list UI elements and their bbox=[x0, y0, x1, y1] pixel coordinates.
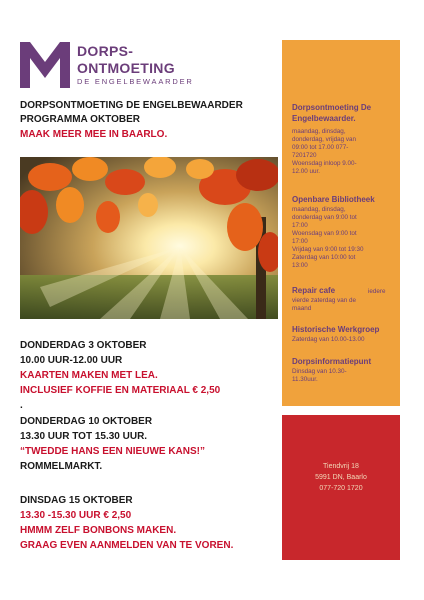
event-line: “TWEDDE HANS EEN NIEUWE KANS!” bbox=[20, 446, 206, 457]
address-city: 5991 DN, Baarlo bbox=[315, 474, 367, 481]
header-tagline: MAAK MEER MEE IN BAARLO. bbox=[20, 129, 168, 140]
autumn-photo bbox=[20, 157, 278, 319]
sidebar-text: 7201720 bbox=[292, 152, 317, 159]
autumn-leaves-sun-photo-icon bbox=[20, 157, 278, 319]
header-subtitle: PROGRAMMA OKTOBER bbox=[20, 114, 140, 125]
sidebar-text: 17:00 bbox=[292, 222, 308, 229]
sidebar-title-bibliotheek: Openbare Bibliotheek bbox=[292, 195, 375, 204]
sidebar-text: 11.30uur. bbox=[292, 376, 318, 383]
sidebar-text: Vrijdag van 9:00 tot 19:30 bbox=[292, 246, 364, 253]
event-line: ROMMELMARKT. bbox=[20, 461, 103, 472]
event-line: GRAAG EVEN AANMELDEN VAN TE VOREN. bbox=[20, 540, 234, 551]
event-time: 10.00 UUR-12.00 UUR bbox=[20, 355, 123, 366]
event-line: INCLUSIEF KOFFIE EN MATERIAAL € 2,50 bbox=[20, 385, 221, 396]
event-date: DINSDAG 15 OKTOBER bbox=[20, 495, 133, 506]
sidebar-text: iedere bbox=[368, 288, 386, 295]
sidebar-text: Dinsdag van 10.30- bbox=[292, 368, 347, 375]
event-date: DONDERDAG 3 OKTOBER bbox=[20, 340, 147, 351]
sidebar-text: Zaterdag van 10:00 tot bbox=[292, 254, 356, 261]
event-line: KAARTEN MAKEN MET LEA. bbox=[20, 370, 158, 381]
sidebar-text: donderdag van 9:00 tot bbox=[292, 214, 357, 221]
sidebar-text: vierde zaterdag van de bbox=[292, 297, 357, 304]
logo-line-1: DORPS- bbox=[77, 43, 134, 59]
sidebar-text: 12.00 uur. bbox=[292, 168, 321, 175]
sidebar-text: 09:00 tot 17.00 077- bbox=[292, 144, 349, 151]
event-time: 13.30 UUR TOT 15.30 UUR. bbox=[20, 431, 148, 442]
sidebar-text: maand bbox=[292, 305, 312, 312]
sidebar-text: 13:00 bbox=[292, 262, 308, 269]
sidebar-text: Woensdag inloop 9.00- bbox=[292, 160, 357, 167]
sidebar-title-historische-werkgroep: Historische Werkgroep bbox=[292, 325, 380, 334]
logo-m-icon bbox=[20, 40, 70, 88]
address-street: Tiendvrij 18 bbox=[323, 463, 359, 470]
event-line: HMMM ZELF BONBONS MAKEN. bbox=[20, 525, 177, 536]
sidebar-text: Woensdag van 9:00 tot bbox=[292, 230, 357, 237]
separator: . bbox=[20, 400, 23, 411]
address-box bbox=[282, 415, 400, 560]
logo bbox=[20, 40, 210, 90]
address-phone: 077-720 1720 bbox=[319, 485, 363, 492]
event-date: DONDERDAG 10 OKTOBER bbox=[20, 416, 153, 427]
sidebar-title-dorpsontmoeting: Dorpsontmoeting De Engelbewaarder. bbox=[292, 103, 372, 123]
logo-line-2: ONTMOETING bbox=[77, 60, 175, 76]
header-title: DORPSONTMOETING DE ENGELBEWAARDER bbox=[20, 100, 243, 111]
sidebar-text: 17:00 bbox=[292, 238, 308, 245]
sidebar-text: donderdag, vrijdag van bbox=[292, 136, 357, 143]
sidebar-text: maandag, dinsdag, bbox=[292, 206, 346, 213]
sidebar-text: Zaterdag van 10.00-13.00 bbox=[292, 336, 365, 343]
event-time: 13.30 -15.30 UUR € 2,50 bbox=[20, 510, 132, 521]
logo-line-3: DE ENGELBEWAARDER bbox=[77, 77, 194, 86]
info-sidebar bbox=[282, 40, 400, 406]
sidebar-title-repair-cafe: Repair cafe bbox=[292, 286, 336, 295]
sidebar-title-dorpsinformatiepunt: Dorpsinformatiepunt bbox=[292, 357, 372, 366]
sidebar-text: maandag, dinsdag, bbox=[292, 128, 346, 135]
